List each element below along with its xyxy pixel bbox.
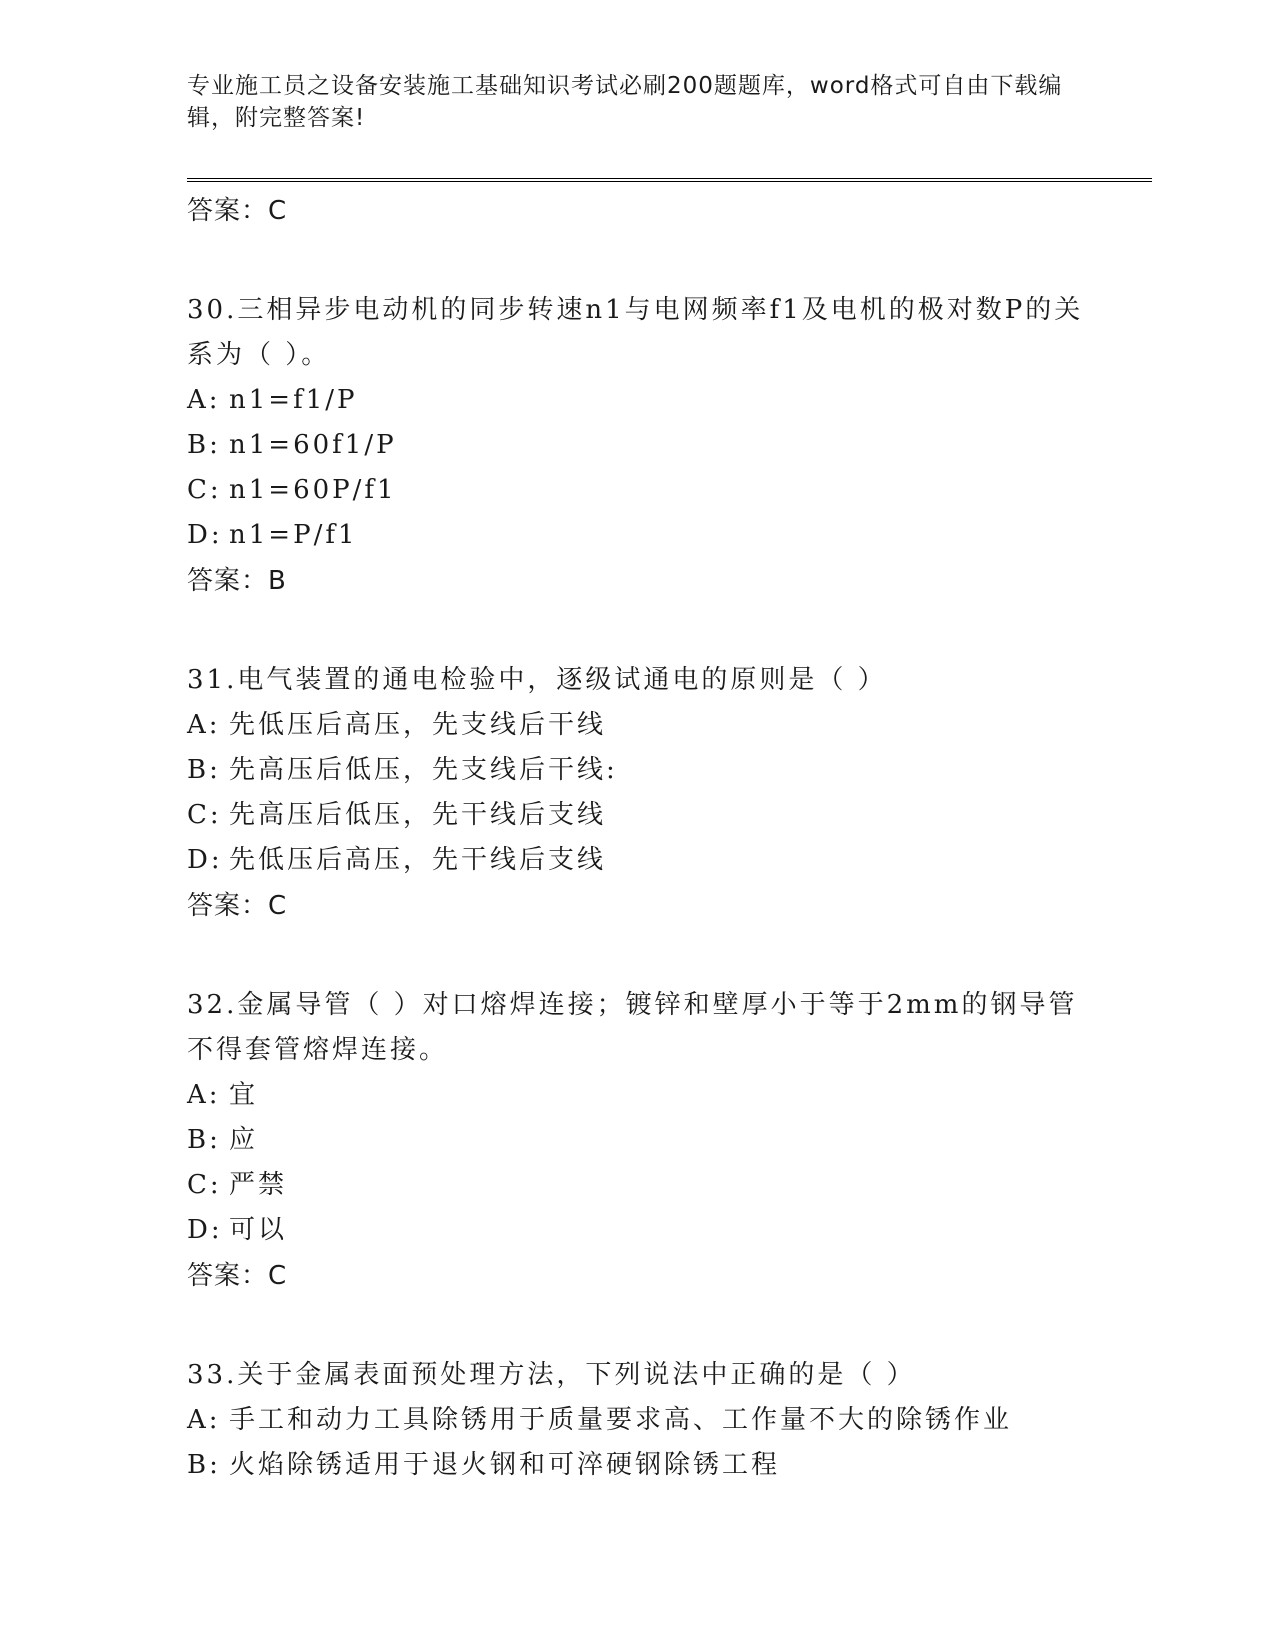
option-key: C: bbox=[187, 800, 222, 830]
page-header bbox=[187, 70, 1087, 134]
answer-line: 答案：C bbox=[187, 891, 288, 921]
option-text: 应 bbox=[229, 1125, 259, 1155]
option-key: A: bbox=[187, 385, 221, 415]
option-key: A: bbox=[187, 710, 221, 740]
header-title: 专业施工员之设备安装施工基础知识考试必刷200题题库，word格式可自由下载编辑，附完整答案! bbox=[187, 73, 1063, 131]
option-c bbox=[187, 1163, 1087, 1208]
option-key: C: bbox=[187, 1170, 222, 1200]
option-a bbox=[187, 378, 1087, 423]
question-list bbox=[187, 188, 1087, 1488]
option-b bbox=[187, 1443, 1087, 1488]
option-a bbox=[187, 1398, 1087, 1443]
question-stem: 31.电气装置的通电检验中，逐级试通电的原则是（ ） bbox=[187, 665, 887, 695]
option-text: 先高压后低压，先干线后支线 bbox=[229, 800, 607, 830]
option-d bbox=[187, 838, 1087, 883]
option-text: 先低压后高压，先支线后干线 bbox=[229, 710, 607, 740]
question-stem: 30.三相异步电动机的同步转速n1与电网频率f1及电机的极对数P的关系为（ ）。 bbox=[187, 295, 1084, 370]
question-32 bbox=[187, 983, 1087, 1299]
option-key: D: bbox=[187, 845, 223, 875]
option-text: 手工和动力工具除锈用于质量要求高、工作量不大的除锈作业 bbox=[229, 1405, 1013, 1435]
option-a bbox=[187, 1073, 1087, 1118]
option-text: n1=60P/f1 bbox=[229, 475, 397, 505]
question-stem: 32.金属导管（ ）对口熔焊连接；镀锌和壁厚小于等于2mm的钢导管不得套管熔焊连接。 bbox=[187, 990, 1078, 1065]
question-31 bbox=[187, 658, 1087, 929]
option-b bbox=[187, 748, 1087, 793]
question-stem: 33.关于金属表面预处理方法，下列说法中正确的是（ ） bbox=[187, 1360, 916, 1390]
answer-line: 答案：B bbox=[187, 566, 287, 596]
option-key: B: bbox=[187, 1125, 221, 1155]
answer-line: 答案：C bbox=[187, 1261, 288, 1291]
option-key: D: bbox=[187, 1215, 223, 1245]
option-text: n1=60f1/P bbox=[229, 430, 397, 460]
option-text: 严禁 bbox=[229, 1170, 288, 1200]
answer-line: 答案：C bbox=[187, 196, 288, 226]
option-text: 先低压后高压，先干线后支线 bbox=[229, 845, 607, 875]
option-key: C: bbox=[187, 475, 222, 505]
option-text: 先高压后低压，先支线后干线: bbox=[229, 755, 618, 785]
option-key: A: bbox=[187, 1080, 221, 1110]
option-key: B: bbox=[187, 755, 221, 785]
option-d bbox=[187, 1208, 1087, 1253]
header-rule bbox=[187, 178, 1152, 182]
option-b bbox=[187, 1118, 1087, 1163]
option-text: 宜 bbox=[229, 1080, 259, 1110]
option-key: A: bbox=[187, 1405, 221, 1435]
option-text: 火焰除锈适用于退火钢和可淬硬钢除锈工程 bbox=[229, 1450, 781, 1480]
option-key: B: bbox=[187, 430, 221, 460]
option-text: n1=f1/P bbox=[229, 385, 358, 415]
question-33 bbox=[187, 1353, 1087, 1488]
option-key: B: bbox=[187, 1450, 221, 1480]
option-b bbox=[187, 423, 1087, 468]
option-text: 可以 bbox=[229, 1215, 288, 1245]
option-d bbox=[187, 513, 1087, 558]
question-30 bbox=[187, 288, 1087, 604]
option-a bbox=[187, 703, 1087, 748]
option-c bbox=[187, 793, 1087, 838]
option-c bbox=[187, 468, 1087, 513]
option-text: n1=P/f1 bbox=[229, 520, 358, 550]
option-key: D: bbox=[187, 520, 223, 550]
